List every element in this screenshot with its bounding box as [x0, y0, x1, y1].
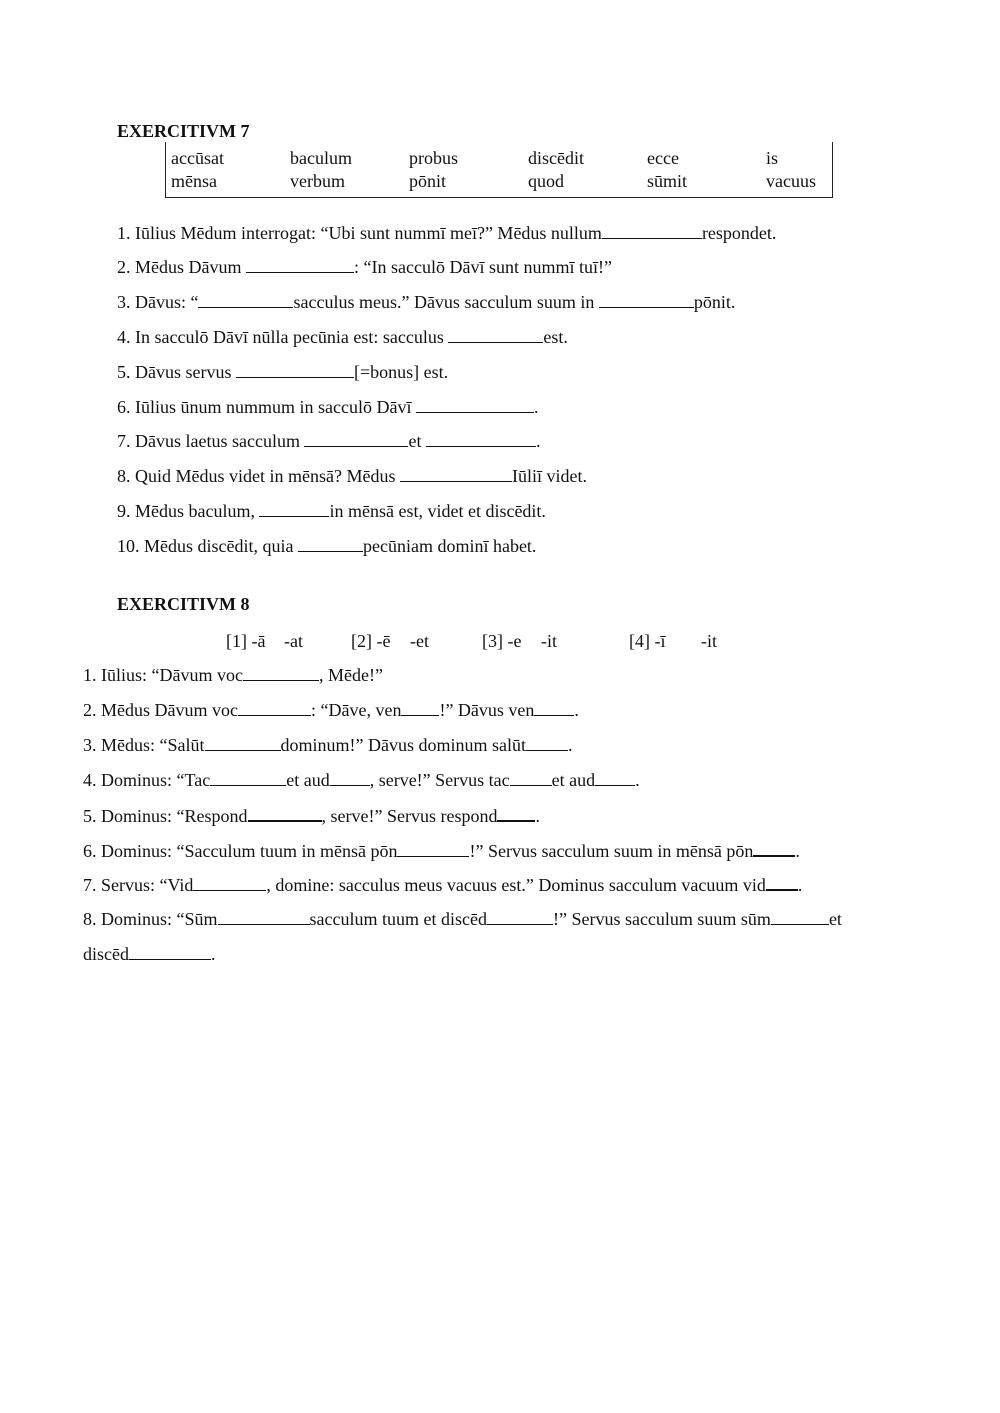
answer-blank[interactable]: [595, 769, 635, 786]
sentence-text: !” Servus sacculum suum in mēnsā pōn: [469, 841, 754, 861]
sentence-text: .: [210, 944, 216, 964]
word-bank-item: baculum: [290, 148, 352, 168]
sentence-text: discēd: [83, 944, 129, 964]
sentence-text: 5. Dāvus servus: [117, 362, 236, 382]
ex7-sentence-6: [117, 396, 538, 418]
ending-group-verb: -et: [410, 631, 429, 651]
sentence-text: !” Servus sacculum suum sūm: [552, 909, 771, 929]
sentence-text: .: [574, 700, 579, 720]
sentence-text: 4. Dominus: “Tac: [83, 770, 211, 790]
sentence-text: 3. Dāvus: “: [117, 292, 199, 312]
answer-blank[interactable]: [246, 256, 354, 273]
word-bank-item: ecce: [647, 148, 679, 168]
sentence-text: , Mēde!”: [318, 665, 383, 685]
sentence-text: 9. Mēdus baculum,: [117, 501, 260, 521]
sentence-text: 7. Servus: “Vid: [83, 875, 194, 895]
sentence-text: .: [535, 806, 540, 826]
ex7-sentence-10: [117, 535, 536, 557]
sentence-text: est.: [543, 327, 568, 347]
answer-blank[interactable]: [238, 699, 311, 716]
sentence-text: .: [795, 841, 800, 861]
answer-blank[interactable]: [304, 430, 408, 447]
ex8-sentence-7: [83, 873, 802, 896]
answer-blank[interactable]: [753, 839, 795, 857]
ex7-sentence-4: [117, 326, 568, 348]
ending-group-label: [2] -ē: [351, 631, 391, 651]
word-bank-item: probus: [409, 148, 458, 168]
sentence-text: 7. Dāvus laetus sacculum: [117, 431, 305, 451]
ending-group-verb: -it: [701, 631, 717, 651]
sentence-text: 3. Mēdus: “Salūt: [83, 735, 205, 755]
word-bank-item: vacuus: [766, 171, 816, 191]
sentence-text: : “Dāve, ven: [310, 700, 402, 720]
word-bank: [165, 142, 833, 198]
sentence-text: 6. Iūlius ūnum nummum in sacculō Dāvī: [117, 397, 416, 417]
word-bank-item: discēdit: [528, 148, 584, 168]
answer-blank[interactable]: [448, 326, 543, 343]
ex7-sentence-2: [117, 256, 612, 278]
answer-blank[interactable]: [330, 769, 370, 786]
ex7-sentence-3: [117, 291, 735, 313]
sentence-text: 2. Mēdus Dāvum: [117, 257, 246, 277]
sentence-text: 8. Dominus: “Sūm: [83, 909, 218, 929]
answer-blank[interactable]: [416, 396, 534, 413]
sentence-text: Iūliī videt.: [511, 466, 587, 486]
ex7-sentence-8: [117, 465, 587, 487]
sentence-text: , serve!” Servus respond: [321, 806, 498, 826]
answer-blank[interactable]: [236, 361, 354, 378]
sentence-text: pōnit.: [693, 292, 736, 312]
sentence-text: et: [828, 909, 842, 929]
word-bank-item: is: [766, 148, 779, 168]
answer-blank[interactable]: [243, 664, 319, 681]
answer-blank[interactable]: [298, 535, 363, 552]
sentence-text: , serve!” Servus tac: [369, 770, 510, 790]
sentence-text: 5. Dominus: “Respond: [83, 806, 248, 826]
word-bank-item: quod: [528, 171, 564, 191]
ex8-sentence-2: [83, 699, 579, 721]
answer-blank[interactable]: [248, 804, 322, 822]
sentence-text: .: [533, 397, 539, 417]
word-bank-item: mēnsa: [171, 171, 217, 191]
sentence-text: 1. Iūlius Mēdum interrogat: “Ubi sunt nummī meī?” Mēdus nullum: [117, 223, 602, 243]
ending-group-label: [3] -e: [482, 631, 522, 651]
ending-group-verb: -it: [541, 631, 557, 651]
answer-blank[interactable]: [487, 908, 553, 925]
answer-blank[interactable]: [426, 430, 536, 447]
word-bank-item: verbum: [290, 171, 345, 191]
ex8-sentence-5: [83, 804, 540, 827]
ending-group-verb: -at: [284, 631, 303, 651]
sentence-text: 6. Dominus: “Sacculum tuum in mēnsā pōn: [83, 841, 398, 861]
sentence-text: , domine: sacculus meus vacuus est.” Dominus sacculum vacuum vid: [266, 875, 766, 895]
sentence-text: .: [635, 770, 640, 790]
word-bank-item: sūmit: [647, 171, 688, 191]
sentence-text: [=bonus] est.: [354, 362, 449, 382]
sentence-text: 1. Iūlius: “Dāvum voc: [83, 665, 243, 685]
sentence-text: !” Dāvus ven: [439, 700, 535, 720]
ex8-sentence-3: [83, 734, 572, 756]
sentence-text: et aud: [286, 770, 330, 790]
answer-blank[interactable]: [218, 908, 310, 925]
exercise-8-title: EXERCITIVM 8: [117, 594, 250, 614]
sentence-text: et aud: [551, 770, 596, 790]
sentence-text: sacculum tuum et discēd: [309, 909, 487, 929]
ex8-sentence-4: [83, 769, 640, 791]
sentence-text: sacculus meus.” Dāvus sacculum suum in: [293, 292, 599, 312]
sentence-text: in mēnsā est, videt et discēdit.: [329, 501, 546, 521]
answer-blank[interactable]: [129, 943, 211, 960]
sentence-text: .: [535, 431, 541, 451]
sentence-text: 2. Mēdus Dāvum voc: [83, 700, 238, 720]
ex8-sentence-8-continued: [83, 943, 215, 965]
sentence-text: .: [797, 875, 803, 895]
ex7-sentence-7: [117, 430, 540, 452]
sentence-text: 8. Quid Mēdus videt in mēnsā? Mēdus: [117, 466, 400, 486]
answer-blank[interactable]: [400, 465, 512, 482]
answer-blank[interactable]: [497, 804, 535, 822]
sentence-text: dominum!” Dāvus dominum salūt: [280, 735, 526, 755]
ex7-sentence-9: [117, 500, 546, 522]
answer-blank[interactable]: [198, 291, 293, 308]
ex7-sentence-5: [117, 361, 448, 383]
word-bank-item: pōnit: [409, 171, 447, 191]
ex8-sentence-8: [83, 908, 842, 930]
ex8-sentence-1: [83, 664, 383, 686]
sentence-text: respondet.: [701, 223, 777, 243]
answer-blank[interactable]: [534, 699, 574, 716]
answer-blank[interactable]: [599, 291, 694, 308]
ex8-sentence-6: [83, 839, 800, 862]
sentence-text: 10. Mēdus discēdit, quia: [117, 536, 298, 556]
answer-blank[interactable]: [766, 873, 798, 891]
answer-blank[interactable]: [401, 699, 439, 716]
sentence-text: .: [567, 735, 573, 755]
sentence-text: et: [408, 431, 426, 451]
sentence-text: 4. In sacculō Dāvī nūlla pecūnia est: sacculus: [117, 327, 449, 347]
sentence-text: pecūniam dominī habet.: [362, 536, 537, 556]
answer-blank[interactable]: [210, 769, 286, 786]
exercise-7-title: EXERCITIVM 7: [117, 121, 250, 141]
answer-blank[interactable]: [259, 500, 329, 517]
answer-blank[interactable]: [193, 874, 266, 891]
ending-group-label: [4] -ī: [629, 631, 666, 651]
answer-blank[interactable]: [510, 769, 552, 786]
answer-blank[interactable]: [602, 222, 702, 239]
answer-blank[interactable]: [205, 734, 281, 751]
ending-group-label: [1] -ā: [226, 631, 266, 651]
answer-blank[interactable]: [526, 734, 568, 751]
word-bank-item: accūsat: [171, 148, 224, 168]
answer-blank[interactable]: [397, 840, 469, 857]
answer-blank[interactable]: [771, 908, 829, 925]
sentence-text: : “In sacculō Dāvī sunt nummī tuī!”: [354, 257, 612, 277]
ex7-sentence-1: [117, 222, 776, 244]
